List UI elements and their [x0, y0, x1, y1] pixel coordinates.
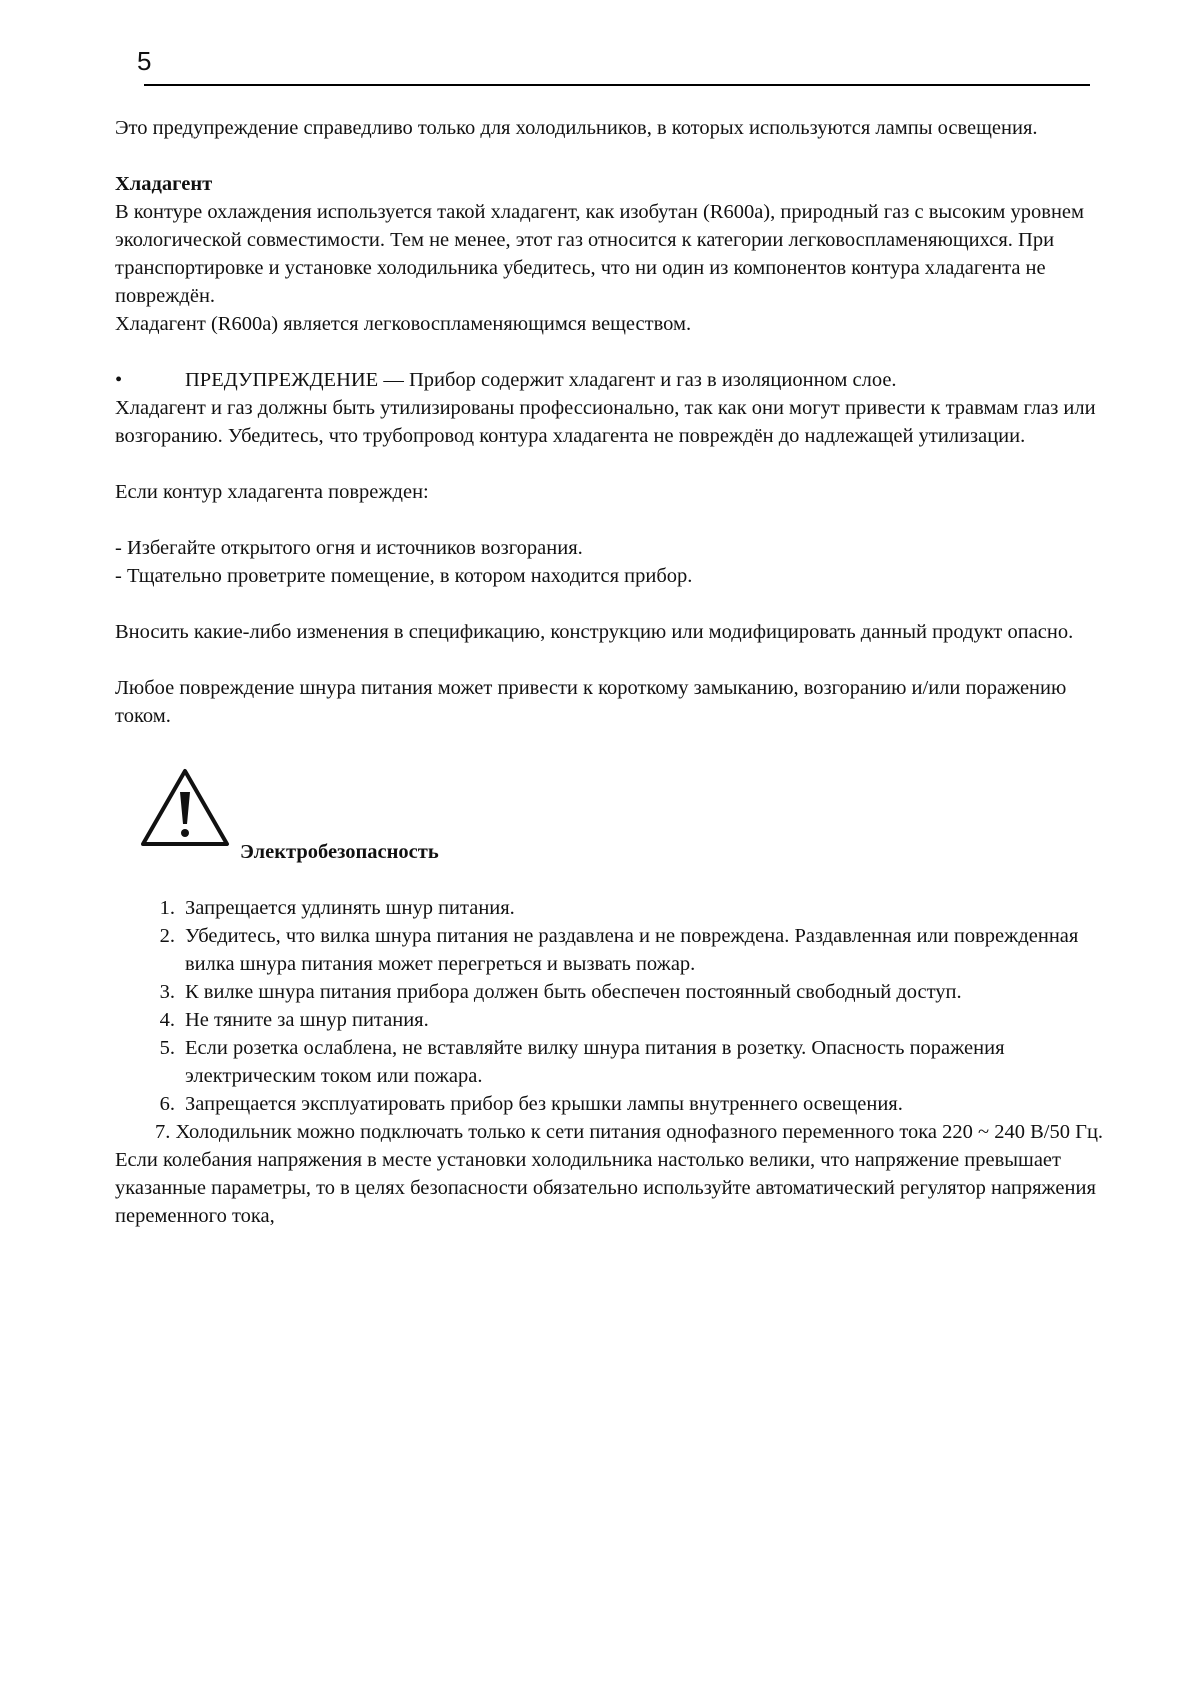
refrigerant-heading: Хладагент: [115, 173, 213, 195]
header-rule: [144, 84, 1090, 86]
list-item: 3. К вилке шнура питания прибора должен быть обеспечен постоянный свободный доступ.: [159, 981, 962, 1003]
list-item: 4. Не тяните за шнур питания.: [159, 1009, 429, 1031]
damaged-intro: Если контур хладагента поврежден:: [115, 481, 429, 503]
list-item-7: 7. Холодильник можно подключать только к сети питания однофазного переменного тока 220 ~ 240 В/50 Гц. Если колебания напряжения в месте установки холодильника настолько велики, что напряжение превышает указанные параметры, то в целях безопасности обязательно используйте автоматический регулятор напряжения переменного тока,: [115, 1121, 1104, 1227]
modify-warning: Вносить какие-либо изменения в спецификацию, конструкцию или модифицировать данный продукт опасно.: [115, 621, 1074, 643]
refrigerant-paragraph: В контуре охлаждения используется такой хладагент, как изобутан (R600a), природный газ с высоким уровнем экологической совместимости. Тем не менее, этот газ относится к категории легковоспламеняющихся. При транспортировке и установке холодильника убедитесь, что ни один из компонентов контура хладагента не повреждён.: [115, 201, 1085, 307]
damaged-item-2: - Тщательно проветрите помещение, в котором находится прибор.: [115, 565, 693, 587]
damaged-item-1: - Избегайте открытого огня и источников возгорания.: [115, 537, 583, 559]
document-body: [115, 114, 1125, 1230]
electrical-safety-title: Электробезопасность: [240, 841, 439, 863]
electrical-safety-header: [115, 766, 1125, 894]
list-item: 6. Запрещается эксплуатировать прибор без крышки лампы внутреннего освещения.: [159, 1093, 903, 1115]
intro-paragraph: Это предупреждение справедливо только для холодильников, в которых используются лампы освещения.: [115, 117, 1038, 139]
list-item: 2. Убедитесь, что вилка шнура питания не раздавлена и не повреждена. Раздавленная или поврежденная вилка шнура питания может перегреться и вызвать пожар.: [159, 925, 1079, 975]
warning-text: Хладагент и газ должны быть утилизированы профессионально, так как они могут привести к травмам глаз или возгоранию. Убедитесь, что трубопровод контура хладагента не повреждён до надлежащей утилизации.: [115, 397, 1096, 447]
page-number: 5: [137, 46, 152, 76]
cord-warning: Любое повреждение шнура питания может привести к короткому замыканию, возгоранию и/или поражению током.: [115, 677, 1067, 727]
electrical-safety-list: [115, 894, 1125, 1118]
list-item: 1. Запрещается удлинять шнур питания.: [159, 897, 515, 919]
warning-paragraph: [115, 366, 1125, 450]
bullet-icon: •: [115, 369, 123, 391]
list-item: 5. Если розетка ослаблена, не вставляйте вилку шнура питания в розетку. Опасность поражения электрическим током или пожара.: [159, 1037, 1005, 1087]
refrigerant-note: Хладагент (R600a) является легковоспламеняющимся веществом.: [115, 313, 692, 335]
warning-first-line: ПРЕДУПРЕЖДЕНИЕ — Прибор содержит хладагент и газ в изоляционном слое.: [185, 369, 897, 391]
warning-triangle-icon: [139, 766, 231, 850]
